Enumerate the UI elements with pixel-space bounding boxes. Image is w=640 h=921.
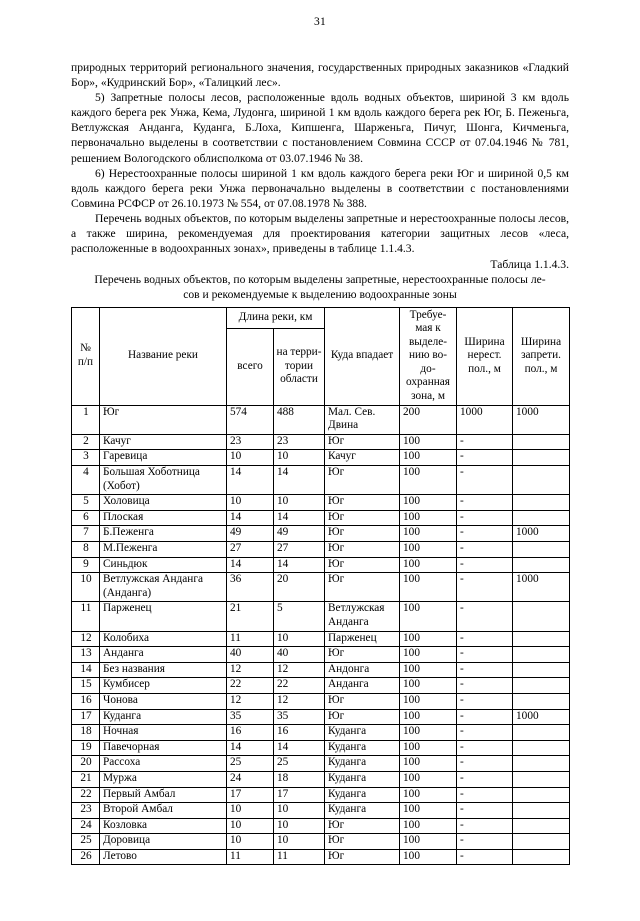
cell-zapret-width <box>513 756 570 772</box>
cell-zapret-width <box>513 510 570 526</box>
cell-water-zone: 100 <box>400 834 457 850</box>
table-row <box>72 495 570 511</box>
cell-length-region: 27 <box>274 542 325 558</box>
cell-water-zone: 100 <box>400 693 457 709</box>
cell-np: 17 <box>72 709 100 725</box>
cell-zapret-width <box>513 631 570 647</box>
cell-length-total: 12 <box>227 693 274 709</box>
cell-water-zone: 100 <box>400 756 457 772</box>
document-page <box>0 16 640 921</box>
cell-length-total: 22 <box>227 678 274 694</box>
cell-flows-into: Юг <box>325 693 400 709</box>
cell-np: 6 <box>72 510 100 526</box>
cell-np: 16 <box>72 693 100 709</box>
cell-nerest-width: - <box>457 466 513 495</box>
table-row <box>72 803 570 819</box>
cell-np: 2 <box>72 434 100 450</box>
cell-water-zone: 100 <box>400 631 457 647</box>
cell-flows-into: Куданга <box>325 787 400 803</box>
cell-flows-into: Юг <box>325 495 400 511</box>
cell-length-region: 10 <box>274 818 325 834</box>
cell-np: 15 <box>72 678 100 694</box>
cell-nerest-width: - <box>457 602 513 631</box>
header-length-total: всего <box>227 328 274 405</box>
header-nerest-line1: Ширина <box>464 335 505 348</box>
cell-nerest-width: - <box>457 542 513 558</box>
cell-water-zone: 100 <box>400 662 457 678</box>
cell-length-region: 14 <box>274 740 325 756</box>
cell-water-zone: 100 <box>400 510 457 526</box>
cell-length-total: 11 <box>227 631 274 647</box>
cell-water-zone: 100 <box>400 466 457 495</box>
cell-np: 14 <box>72 662 100 678</box>
header-length-group: Длина реки, км <box>227 307 325 328</box>
cell-zapret-width <box>513 542 570 558</box>
cell-nerest-width: - <box>457 434 513 450</box>
cell-water-zone: 100 <box>400 573 457 602</box>
cell-np: 20 <box>72 756 100 772</box>
cell-length-total: 574 <box>227 405 274 434</box>
cell-length-total: 14 <box>227 510 274 526</box>
cell-river-name: Холовица <box>100 495 227 511</box>
cell-river-name: Гаревица <box>100 450 227 466</box>
cell-river-name: Ветлужская Анданга (Анданга) <box>100 573 227 602</box>
cell-zapret-width <box>513 693 570 709</box>
cell-zapret-width <box>513 466 570 495</box>
cell-np: 18 <box>72 725 100 741</box>
cell-length-total: 14 <box>227 466 274 495</box>
cell-zapret-width <box>513 803 570 819</box>
cell-water-zone: 100 <box>400 557 457 573</box>
cell-zapret-width <box>513 557 570 573</box>
cell-flows-into: Юг <box>325 557 400 573</box>
cell-length-total: 10 <box>227 495 274 511</box>
cell-nerest-width: - <box>457 495 513 511</box>
cell-river-name: Летово <box>100 849 227 865</box>
cell-water-zone: 100 <box>400 771 457 787</box>
cell-river-name: Муржа <box>100 771 227 787</box>
cell-water-zone: 200 <box>400 405 457 434</box>
cell-np: 24 <box>72 818 100 834</box>
cell-length-total: 14 <box>227 740 274 756</box>
cell-river-name: Рассоха <box>100 756 227 772</box>
header-zapret-line1: Ширина <box>520 335 562 348</box>
cell-np: 12 <box>72 631 100 647</box>
header-nerest-line3: пол., м <box>468 362 501 375</box>
cell-flows-into: Юг <box>325 647 400 663</box>
header-length-region-line1: на терри- <box>276 346 322 359</box>
cell-river-name: Доровица <box>100 834 227 850</box>
cell-zapret-width <box>513 450 570 466</box>
cell-zapret-width <box>513 602 570 631</box>
cell-flows-into: Юг <box>325 466 400 495</box>
cell-np: 13 <box>72 647 100 663</box>
paragraph-3: 6) Нерестоохранные полосы шириной 1 км вдоль каждого берега реки Юг и шириной 0,5 км вдоль каждого берега реки Унжа первоначально выделены в соответствии с постановлениями Совмина РСФСР от 26.10.1973 № 554, от 07.08.1978 № 388. <box>71 166 569 210</box>
cell-np: 7 <box>72 526 100 542</box>
cell-flows-into: Юг <box>325 434 400 450</box>
table-row <box>72 510 570 526</box>
cell-length-total: 23 <box>227 434 274 450</box>
header-np <box>72 307 100 405</box>
cell-nerest-width: - <box>457 526 513 542</box>
cell-river-name: Синьдюк <box>100 557 227 573</box>
cell-river-name: М.Пеженга <box>100 542 227 558</box>
cell-flows-into: Юг <box>325 510 400 526</box>
cell-zapret-width <box>513 771 570 787</box>
cell-nerest-width: - <box>457 573 513 602</box>
cell-np: 3 <box>72 450 100 466</box>
cell-flows-into: Анданга <box>325 678 400 694</box>
cell-flows-into: Юг <box>325 709 400 725</box>
cell-length-region: 488 <box>274 405 325 434</box>
cell-length-region: 11 <box>274 849 325 865</box>
header-length-region <box>274 328 325 405</box>
table-row <box>72 405 570 434</box>
table-row <box>72 602 570 631</box>
table-row <box>72 526 570 542</box>
cell-river-name: Павечорная <box>100 740 227 756</box>
cell-length-total: 16 <box>227 725 274 741</box>
cell-zapret-width: 1000 <box>513 573 570 602</box>
cell-zapret-width <box>513 849 570 865</box>
header-zone-line5: до- <box>420 362 436 375</box>
cell-length-region: 12 <box>274 693 325 709</box>
cell-length-region: 10 <box>274 834 325 850</box>
header-zone-line2: мая к <box>415 322 441 335</box>
cell-length-total: 21 <box>227 602 274 631</box>
cell-river-name: Большая Хоботница (Хобот) <box>100 466 227 495</box>
cell-flows-into: Куданга <box>325 803 400 819</box>
cell-river-name: Первый Амбал <box>100 787 227 803</box>
cell-water-zone: 100 <box>400 740 457 756</box>
cell-np: 8 <box>72 542 100 558</box>
cell-flows-into: Андонга <box>325 662 400 678</box>
cell-water-zone: 100 <box>400 647 457 663</box>
table-header <box>72 307 570 405</box>
cell-zapret-width: 1000 <box>513 709 570 725</box>
cell-length-total: 11 <box>227 849 274 865</box>
cell-water-zone: 100 <box>400 678 457 694</box>
table-row <box>72 725 570 741</box>
cell-length-total: 17 <box>227 787 274 803</box>
header-flows-into: Куда впадает <box>325 307 400 405</box>
cell-np: 9 <box>72 557 100 573</box>
cell-length-region: 16 <box>274 725 325 741</box>
cell-nerest-width: - <box>457 834 513 850</box>
cell-flows-into: Юг <box>325 849 400 865</box>
header-river-name: Название реки <box>100 307 227 405</box>
table-row <box>72 662 570 678</box>
cell-zapret-width <box>513 725 570 741</box>
cell-nerest-width: - <box>457 557 513 573</box>
cell-water-zone: 100 <box>400 803 457 819</box>
cell-flows-into: Юг <box>325 542 400 558</box>
cell-water-zone: 100 <box>400 849 457 865</box>
table-row <box>72 693 570 709</box>
cell-length-region: 22 <box>274 678 325 694</box>
table-header-row-1 <box>72 307 570 328</box>
header-np-line1: № <box>80 342 91 355</box>
cell-np: 11 <box>72 602 100 631</box>
page-number: 31 <box>314 16 326 28</box>
cell-water-zone: 100 <box>400 526 457 542</box>
cell-np: 25 <box>72 834 100 850</box>
cell-nerest-width: - <box>457 510 513 526</box>
cell-np: 1 <box>72 405 100 434</box>
table-row <box>72 834 570 850</box>
cell-flows-into: Парженец <box>325 631 400 647</box>
header-length-region-line2: тории <box>284 359 314 372</box>
table-row <box>72 466 570 495</box>
cell-length-total: 10 <box>227 450 274 466</box>
cell-river-name: Кумбисер <box>100 678 227 694</box>
cell-water-zone: 100 <box>400 495 457 511</box>
cell-length-region: 18 <box>274 771 325 787</box>
header-zone-line6: охранная <box>406 376 450 389</box>
cell-water-zone: 100 <box>400 602 457 631</box>
cell-length-region: 10 <box>274 495 325 511</box>
cell-np: 26 <box>72 849 100 865</box>
cell-length-region: 5 <box>274 602 325 631</box>
cell-length-total: 10 <box>227 834 274 850</box>
cell-river-name: Козловка <box>100 818 227 834</box>
paragraph-1: природных территорий регионального значения, государственных природных заказников «Гладкий Бор», «Кудринский Бор», «Талицкий лес». <box>71 61 569 90</box>
table-body <box>72 405 570 865</box>
cell-length-region: 35 <box>274 709 325 725</box>
cell-length-total: 12 <box>227 662 274 678</box>
cell-river-name: Ночная <box>100 725 227 741</box>
header-np-line2: п/п <box>77 356 94 369</box>
header-zapret-line3: пол., м <box>524 362 558 375</box>
cell-zapret-width <box>513 740 570 756</box>
table-row <box>72 849 570 865</box>
cell-flows-into: Юг <box>325 526 400 542</box>
cell-length-total: 25 <box>227 756 274 772</box>
table-row <box>72 771 570 787</box>
paragraph-4: Перечень водных объектов, по которым выделены запретные и нерестоохранные полосы лесов, а также ширина, рекомендуемая для проектирования категории защитных лесов «леса, расположенные в водоохранных зонах», приведены в таблице 1.1.4.3. <box>71 211 569 256</box>
cell-length-total: 10 <box>227 803 274 819</box>
paragraph-2: 5) Запретные полосы лесов, расположенные вдоль водных объектов, шириной 3 км вдоль каждого берега рек Унжа, Кема, Лудонга, шириной 1 км вдоль каждого берега рек Юг, Б. Пеженьга, Ветлужская Анданга, Куданга, Б.Лоха, Кипшенга, Шарженьга, Пичуг, Шонга, Кичменьга, первоначально выделены в соответствии с постановлением Совмина СССР от 07.04.1946 № 781, решением Вологодского облисполкома от 03.07.1946 № 38. <box>71 91 569 165</box>
header-nerest-width <box>457 307 513 405</box>
table-caption-line-2: сов и рекомендуемые к выделению водоохранные зоны <box>183 288 457 302</box>
table-row <box>72 678 570 694</box>
cell-nerest-width: - <box>457 647 513 663</box>
cell-zapret-width <box>513 662 570 678</box>
document-body <box>71 60 569 865</box>
cell-np: 4 <box>72 466 100 495</box>
cell-water-zone: 100 <box>400 450 457 466</box>
table-row <box>72 557 570 573</box>
table-row <box>72 647 570 663</box>
cell-nerest-width: - <box>457 725 513 741</box>
cell-flows-into: Юг <box>325 818 400 834</box>
cell-water-zone: 100 <box>400 787 457 803</box>
cell-length-total: 27 <box>227 542 274 558</box>
cell-length-total: 24 <box>227 771 274 787</box>
cell-length-region: 14 <box>274 466 325 495</box>
cell-length-region: 17 <box>274 787 325 803</box>
cell-nerest-width: - <box>457 662 513 678</box>
cell-river-name: Колобиха <box>100 631 227 647</box>
cell-flows-into: Куданга <box>325 725 400 741</box>
cell-length-region: 49 <box>274 526 325 542</box>
water-objects-table <box>71 307 570 866</box>
cell-length-region: 10 <box>274 803 325 819</box>
cell-flows-into: Мал. Сев. Двина <box>325 405 400 434</box>
cell-nerest-width: - <box>457 803 513 819</box>
table-row <box>72 818 570 834</box>
cell-zapret-width <box>513 495 570 511</box>
cell-length-region: 23 <box>274 434 325 450</box>
cell-zapret-width: 1000 <box>513 526 570 542</box>
cell-river-name: Юг <box>100 405 227 434</box>
cell-np: 5 <box>72 495 100 511</box>
cell-length-total: 40 <box>227 647 274 663</box>
cell-water-zone: 100 <box>400 542 457 558</box>
table-caption-line-1: Перечень водных объектов, по которым выделены запретные, нерестоохранные полосы ле- <box>94 273 546 287</box>
table-number-label: Таблица 1.1.4.3. <box>490 258 569 272</box>
cell-length-region: 20 <box>274 573 325 602</box>
cell-river-name: Б.Пеженга <box>100 526 227 542</box>
cell-water-zone: 100 <box>400 434 457 450</box>
table-row <box>72 709 570 725</box>
header-nerest-line2: нерест. <box>467 349 502 362</box>
cell-length-region: 40 <box>274 647 325 663</box>
cell-river-name: Анданга <box>100 647 227 663</box>
cell-nerest-width: - <box>457 631 513 647</box>
cell-length-total: 36 <box>227 573 274 602</box>
cell-np: 19 <box>72 740 100 756</box>
cell-length-region: 14 <box>274 557 325 573</box>
cell-water-zone: 100 <box>400 818 457 834</box>
cell-flows-into: Качуг <box>325 450 400 466</box>
header-water-protection-zone <box>400 307 457 405</box>
cell-length-region: 10 <box>274 631 325 647</box>
cell-flows-into: Куданга <box>325 771 400 787</box>
cell-length-total: 10 <box>227 818 274 834</box>
cell-np: 23 <box>72 803 100 819</box>
cell-flows-into: Куданга <box>325 756 400 772</box>
table-row <box>72 631 570 647</box>
cell-nerest-width: - <box>457 678 513 694</box>
cell-length-total: 49 <box>227 526 274 542</box>
cell-river-name: Без названия <box>100 662 227 678</box>
cell-length-region: 10 <box>274 450 325 466</box>
table-row <box>72 740 570 756</box>
table-row <box>72 434 570 450</box>
table-row <box>72 787 570 803</box>
cell-nerest-width: - <box>457 693 513 709</box>
cell-length-region: 25 <box>274 756 325 772</box>
cell-np: 10 <box>72 573 100 602</box>
cell-nerest-width: - <box>457 771 513 787</box>
cell-river-name: Чонова <box>100 693 227 709</box>
cell-nerest-width: - <box>457 756 513 772</box>
cell-river-name: Плоская <box>100 510 227 526</box>
table-row <box>72 542 570 558</box>
cell-zapret-width <box>513 818 570 834</box>
cell-river-name: Второй Амбал <box>100 803 227 819</box>
cell-zapret-width <box>513 834 570 850</box>
cell-flows-into: Юг <box>325 573 400 602</box>
header-zone-line3: выделе- <box>408 335 448 348</box>
header-zone-line1: Требуе- <box>409 308 447 321</box>
header-zapret-line2: запрети. <box>521 349 561 362</box>
cell-nerest-width: - <box>457 709 513 725</box>
header-length-region-line3: области <box>280 373 318 386</box>
cell-length-region: 14 <box>274 510 325 526</box>
cell-np: 22 <box>72 787 100 803</box>
cell-water-zone: 100 <box>400 725 457 741</box>
cell-zapret-width <box>513 434 570 450</box>
cell-water-zone: 100 <box>400 709 457 725</box>
table-row <box>72 450 570 466</box>
cell-flows-into: Ветлужская Анданга <box>325 602 400 631</box>
cell-length-region: 12 <box>274 662 325 678</box>
cell-nerest-width: - <box>457 740 513 756</box>
table-row <box>72 756 570 772</box>
cell-zapret-width <box>513 678 570 694</box>
table-row <box>72 573 570 602</box>
cell-river-name: Качуг <box>100 434 227 450</box>
header-zapret-width <box>513 307 570 405</box>
cell-nerest-width: - <box>457 787 513 803</box>
cell-river-name: Парженец <box>100 602 227 631</box>
header-zone-line4: нию во- <box>409 349 448 362</box>
cell-nerest-width: 1000 <box>457 405 513 434</box>
cell-nerest-width: - <box>457 450 513 466</box>
cell-nerest-width: - <box>457 818 513 834</box>
cell-zapret-width <box>513 787 570 803</box>
cell-flows-into: Юг <box>325 834 400 850</box>
cell-nerest-width: - <box>457 849 513 865</box>
cell-length-total: 14 <box>227 557 274 573</box>
cell-zapret-width: 1000 <box>513 405 570 434</box>
cell-length-total: 35 <box>227 709 274 725</box>
cell-zapret-width <box>513 647 570 663</box>
cell-flows-into: Куданга <box>325 740 400 756</box>
cell-np: 21 <box>72 771 100 787</box>
cell-river-name: Куданга <box>100 709 227 725</box>
header-zone-line7: зона, м <box>411 390 445 403</box>
